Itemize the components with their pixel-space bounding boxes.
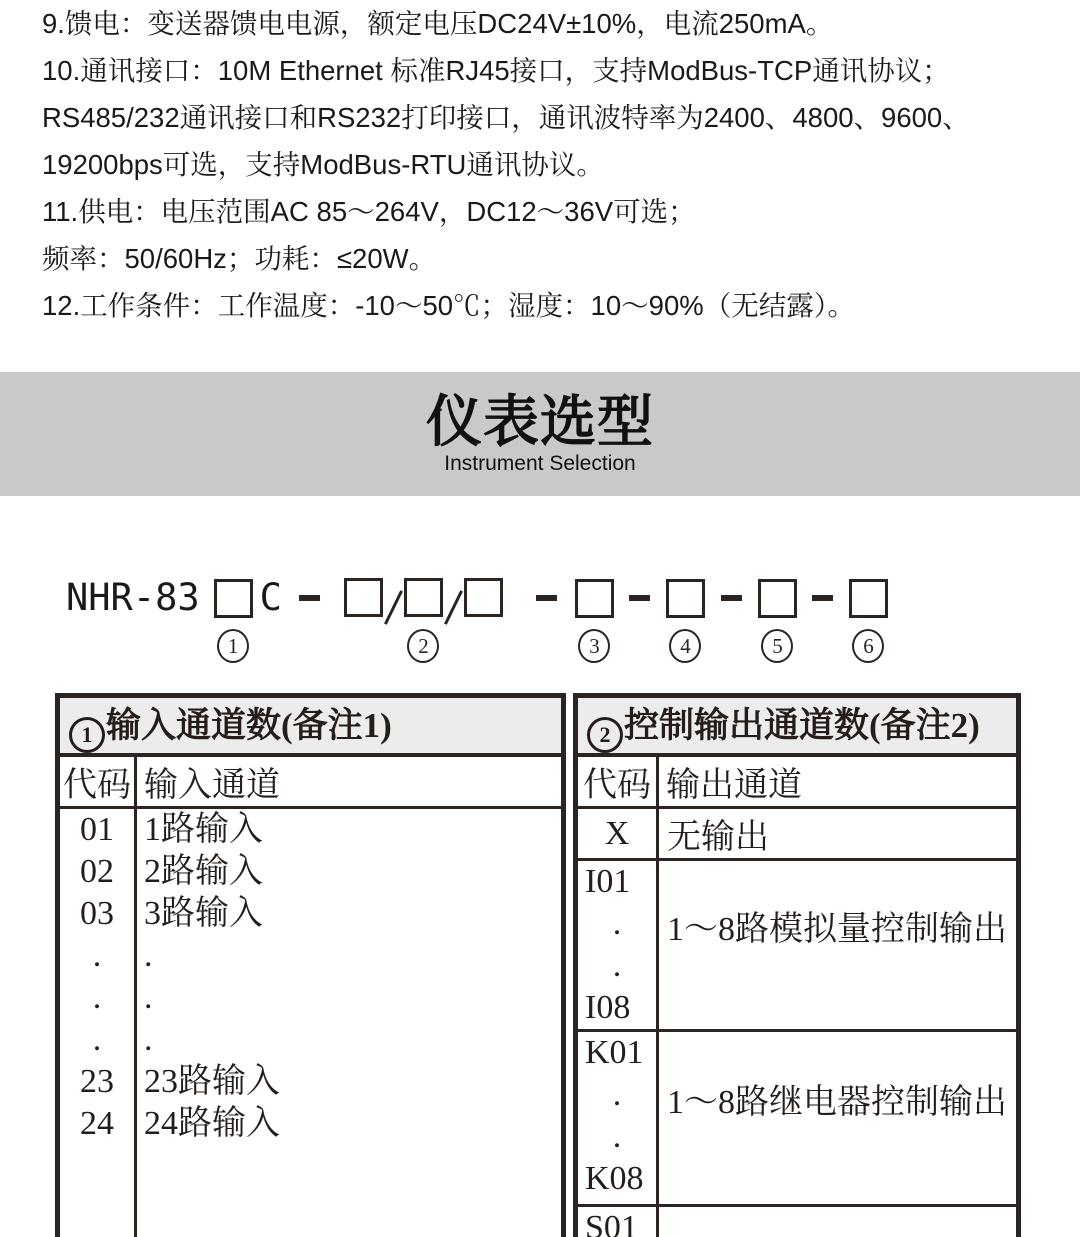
code-column	[58, 808, 136, 1237]
column-header-desc: 输入通道	[136, 755, 564, 808]
model-box	[666, 579, 705, 618]
table-cell: 01	[80, 811, 114, 848]
table-cell: K08	[585, 1160, 644, 1197]
table-cell: .	[144, 937, 153, 974]
table-cell: I01	[585, 863, 631, 900]
column-header-code: 代码	[576, 755, 658, 808]
table-cell: .	[144, 979, 153, 1016]
circled-number: 2	[587, 717, 623, 753]
model-segment-3	[575, 578, 614, 663]
model-fixed-code	[260, 578, 282, 618]
dash-icon	[536, 595, 557, 601]
model-segment-4	[666, 578, 705, 663]
table-cell: 1路输入	[144, 811, 263, 848]
model-segment-5	[758, 578, 797, 663]
table-cell: S01	[585, 1209, 638, 1237]
model-box	[849, 579, 888, 618]
model-box	[758, 579, 797, 618]
table-cell: K01	[585, 1034, 644, 1071]
table-cell: 1～8路继电器控制输出	[658, 1031, 1019, 1206]
model-segment-2	[344, 578, 503, 663]
table-cell: .	[612, 947, 622, 984]
table-cell: .	[92, 979, 102, 1016]
model-box	[464, 578, 503, 617]
spec-list	[42, 0, 970, 329]
table-cell: 无输出	[658, 808, 1019, 860]
desc-column	[136, 808, 564, 1237]
table-header	[576, 696, 1019, 756]
model-dash	[721, 578, 742, 618]
table-cell: 24	[80, 1105, 114, 1142]
table-header-text: 输入通道数(备注1)	[106, 706, 392, 745]
model-segment-6	[849, 578, 888, 663]
model-prefix	[66, 578, 200, 618]
table-cell: .	[92, 937, 102, 974]
model-code-diagram	[66, 578, 888, 663]
spec-line: 12.工作条件：工作温度：-10～50℃；湿度：10～90%（无结露）。	[42, 290, 855, 321]
circled-number: 1	[69, 717, 105, 753]
table-cell: 23	[80, 1063, 114, 1100]
model-dash	[299, 578, 320, 618]
model-segment-1	[214, 578, 253, 663]
section-title: 仪表选型	[426, 389, 654, 453]
table-cell	[658, 1206, 1019, 1237]
table-cell: X	[576, 808, 658, 860]
table-cell: 3路输入	[144, 895, 263, 932]
code-column	[576, 1031, 658, 1206]
dash-icon	[721, 595, 742, 601]
input-channel-table	[55, 693, 566, 1237]
output-channel-table	[573, 693, 1021, 1237]
model-box	[214, 579, 253, 618]
table-header	[58, 696, 564, 756]
dash-icon	[812, 595, 833, 601]
dash-icon	[629, 595, 650, 601]
code-column	[576, 1206, 658, 1237]
circled-number: 6	[852, 629, 884, 663]
model-box	[575, 579, 614, 618]
table-cell: I08	[585, 989, 631, 1026]
spec-line: 19200bps可选，支持ModBus-RTU通讯协议。	[42, 149, 604, 180]
slash-icon	[384, 590, 403, 625]
model-box	[344, 578, 383, 617]
column-header-code: 代码	[58, 755, 136, 808]
section-banner	[0, 372, 1080, 496]
model-dash	[629, 578, 650, 618]
model-box	[404, 578, 443, 617]
table-cell: 02	[80, 853, 114, 890]
model-prefix-text: NHR-83	[66, 576, 200, 619]
spec-line: 9.馈电：变送器馈电电源，额定电压DC24V±10%，电流250mA。	[42, 8, 834, 39]
table-cell: 24路输入	[144, 1105, 280, 1142]
table-cell: .	[612, 905, 622, 942]
slash-icon	[444, 590, 463, 625]
circled-number: 5	[761, 629, 793, 663]
table-cell: .	[144, 1021, 153, 1058]
circled-number: 2	[407, 629, 439, 663]
table-cell: .	[612, 1118, 622, 1155]
table-cell: 23路输入	[144, 1063, 280, 1100]
model-fixed-code-text: C	[259, 576, 282, 619]
column-header-desc: 输出通道	[658, 755, 1019, 808]
circled-number: 1	[217, 629, 249, 663]
circled-number: 4	[669, 629, 701, 663]
table-header-text: 控制输出通道数(备注2)	[624, 706, 980, 745]
spec-line: RS485/232通讯接口和RS232打印接口，通讯波特率为2400、4800、9600、	[42, 102, 970, 133]
circled-number: 3	[578, 629, 610, 663]
table-cell: .	[612, 1076, 622, 1113]
table-cell: 03	[80, 895, 114, 932]
spec-line: 10.通讯接口：10M Ethernet 标准RJ45接口，支持ModBus-TCP通讯协议；	[42, 55, 950, 86]
table-cell: .	[92, 1021, 102, 1058]
model-dash	[536, 578, 557, 618]
table-cell: 2路输入	[144, 853, 263, 890]
code-column	[576, 860, 658, 1031]
spec-line: 频率：50/60Hz；功耗：≤20W。	[42, 243, 437, 274]
model-dash	[812, 578, 833, 618]
section-subtitle: Instrument Selection	[444, 452, 636, 476]
table-cell: 1～8路模拟量控制输出	[658, 860, 1019, 1031]
dash-icon	[299, 595, 320, 601]
spec-line: 11.供电：电压范围AC 85～264V，DC12～36V可选；	[42, 196, 696, 227]
